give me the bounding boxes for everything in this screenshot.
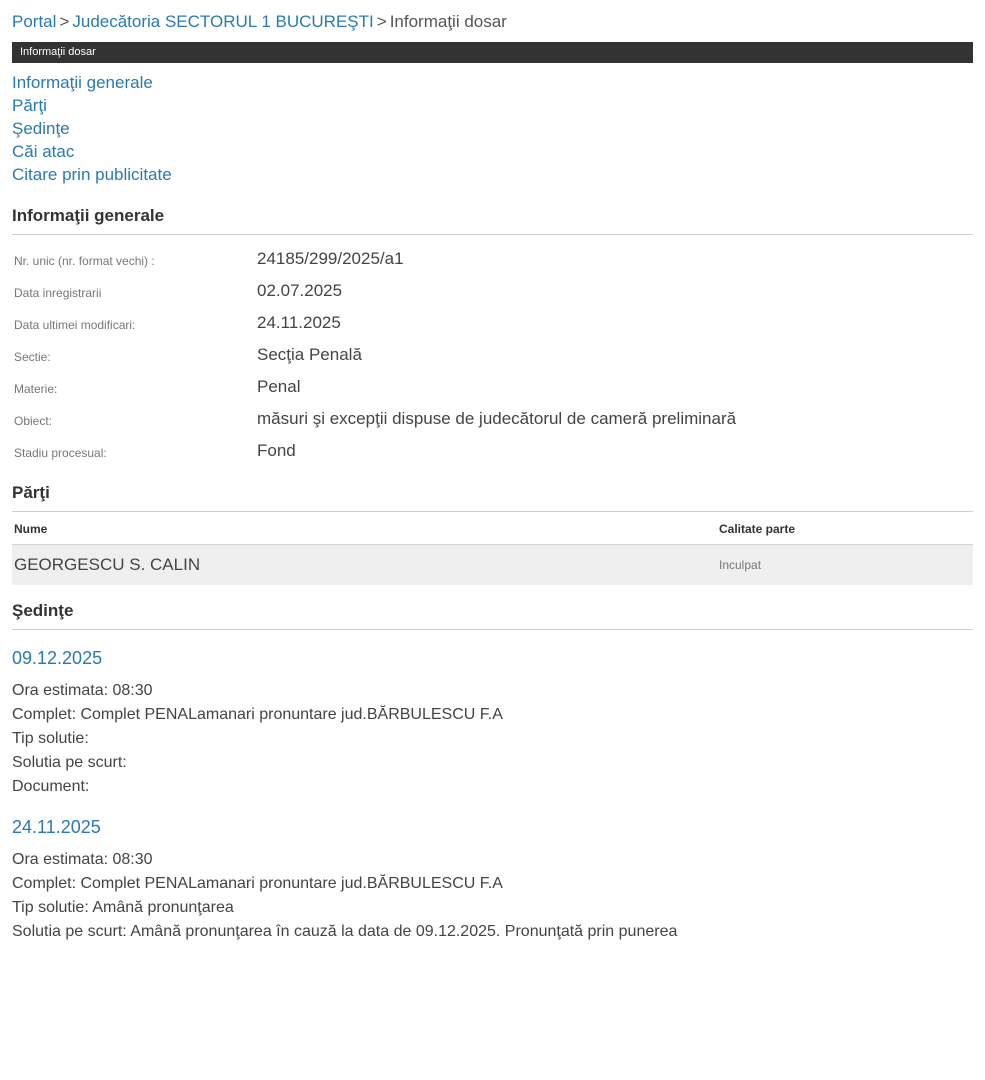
info-label: Sectie: [14, 350, 51, 364]
info-label: Data ultimei modificari: [14, 318, 136, 332]
hearing-solution-short: Solutia pe scurt: [12, 754, 127, 771]
table-row [12, 403, 973, 435]
table-row [12, 435, 973, 467]
table-row [12, 545, 973, 586]
info-value: 24185/299/2025/a1 [257, 249, 404, 268]
hearing-solution-type: Tip solutie: Amână pronunţarea [12, 899, 234, 916]
hearing-solution-type: Tip solutie: [12, 730, 89, 747]
section-heading-hearings: Şedinţe [12, 601, 973, 630]
hearing-date[interactable]: 09.12.2025 [12, 648, 103, 668]
column-header-quality: Calitate parte [717, 518, 973, 545]
info-label: Nr. unic (nr. format vechi) : [14, 254, 155, 268]
nav-item-parti[interactable]: Părţi [12, 96, 47, 115]
hearing-panel: Complet: Complet PENALamanari pronuntare jud.BĂRBULESCU F.A [12, 875, 503, 892]
party-quality: Inculpat [717, 545, 973, 586]
parties-table [12, 518, 973, 585]
hearing-solution-short: Solutia pe scurt: Amână pronunţarea în cauză la data de 09.12.2025. Pronunţată prin punerea [12, 923, 678, 940]
breadcrumb-separator: > [376, 12, 387, 31]
breadcrumb [12, 0, 973, 42]
table-row [12, 307, 973, 339]
info-label: Data inregistrarii [14, 286, 102, 300]
table-header-row [12, 518, 973, 545]
section-heading-parties: Părţi [12, 483, 973, 512]
table-row [12, 275, 973, 307]
hearing-entry [12, 817, 973, 944]
info-value: 24.11.2025 [257, 313, 341, 332]
column-header-name: Nume [12, 518, 717, 545]
table-row [12, 339, 973, 371]
breadcrumb-link-portal[interactable]: Portal [12, 12, 57, 31]
hearing-time: Ora estimata: 08:30 [12, 682, 153, 699]
section-nav [12, 63, 973, 190]
info-value: 02.07.2025 [257, 281, 343, 300]
info-value: măsuri şi excepţii dispuse de judecătorul de cameră preliminară [257, 409, 737, 428]
info-label: Obiect: [14, 414, 53, 428]
hearing-time: Ora estimata: 08:30 [12, 851, 153, 868]
nav-item-sedinte[interactable]: Şedinţe [12, 119, 70, 138]
nav-item-informatii-generale[interactable]: Informaţii generale [12, 73, 153, 92]
nav-item-citare-prin-publicitate[interactable]: Citare prin publicitate [12, 165, 172, 184]
section-heading-general: Informaţii generale [12, 206, 973, 235]
hearing-date[interactable]: 24.11.2025 [12, 817, 101, 837]
nav-item-cai-atac[interactable]: Căi atac [12, 142, 75, 161]
page-title: Informaţii dosar [20, 46, 96, 58]
hearing-entry [12, 648, 973, 799]
page-title-bar [12, 42, 973, 63]
hearing-document: Document: [12, 778, 90, 795]
party-name: GEORGESCU S. CALIN [12, 545, 717, 586]
hearing-panel: Complet: Complet PENALamanari pronuntare jud.BĂRBULESCU F.A [12, 706, 503, 723]
table-row [12, 371, 973, 403]
breadcrumb-current: Informaţii dosar [389, 12, 507, 31]
breadcrumb-separator: > [59, 12, 70, 31]
info-label: Stadiu procesual: [14, 446, 107, 460]
info-value: Secţia Penală [257, 345, 362, 364]
info-label: Materie: [14, 382, 58, 396]
breadcrumb-link-court[interactable]: Judecătoria SECTORUL 1 BUCUREŞTI [72, 12, 374, 31]
info-value: Fond [257, 441, 296, 460]
info-value: Penal [257, 377, 301, 396]
general-info-table [12, 243, 973, 467]
table-row [12, 243, 973, 275]
